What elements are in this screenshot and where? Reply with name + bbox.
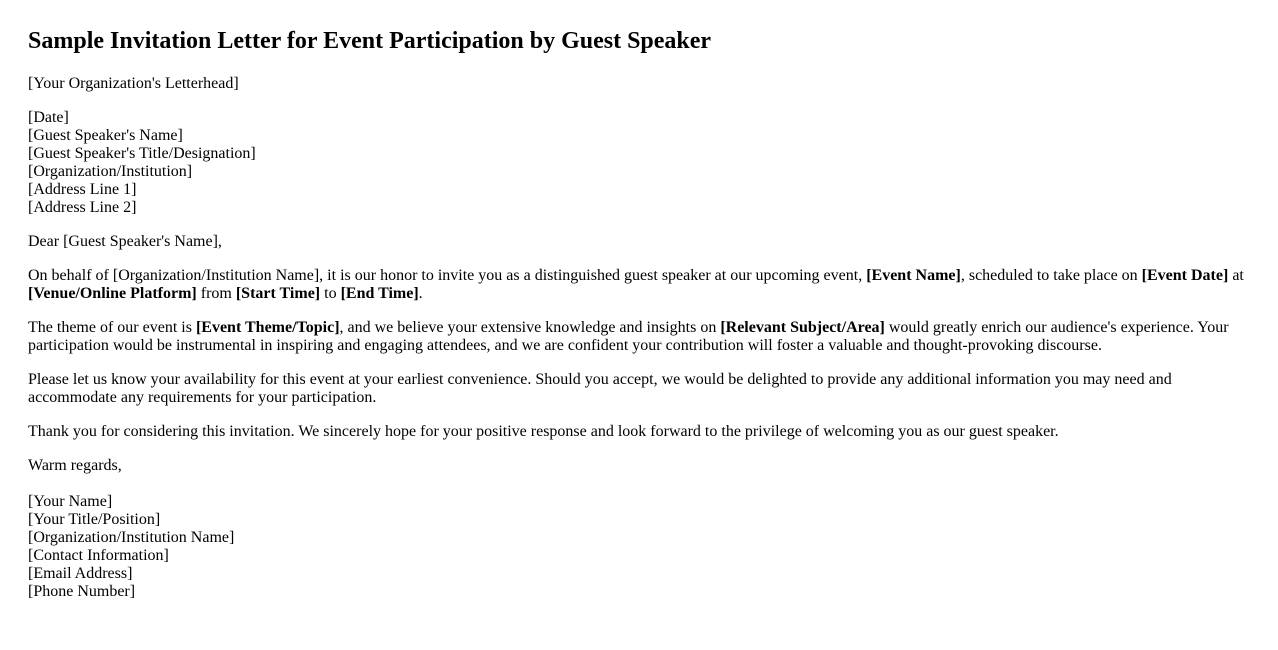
event-date-placeholder: [Event Date] [1141, 267, 1229, 284]
venue-placeholder: [Venue/Online Platform] [28, 285, 197, 302]
signature-contact: [Contact Information] [28, 547, 169, 564]
end-time-placeholder: [End Time] [340, 285, 419, 302]
paragraph-thanks: Thank you for considering this invitation. We sincerely hope for your positive response and look forward to the privilege of welcoming you as our guest speaker. [28, 423, 1059, 440]
signature-name: [Your Name] [28, 493, 113, 510]
page-title: Sample Invitation Letter for Event Participation by Guest Speaker [28, 28, 712, 54]
start-time-placeholder: [Start Time] [235, 285, 321, 302]
closing: Warm regards, [28, 457, 122, 474]
event-name-placeholder: [Event Name] [866, 267, 961, 284]
recipient-name: [Guest Speaker's Name] [28, 127, 183, 144]
signature-block [28, 493, 1250, 601]
paragraph-text: from [196, 285, 236, 302]
paragraph-text: The theme of our event is [28, 319, 196, 336]
paragraph-text: to [320, 285, 341, 302]
paragraph-text: , scheduled to take place on [960, 267, 1142, 284]
paragraph-text: at [1228, 267, 1244, 284]
signature-organization: [Organization/Institution Name] [28, 529, 235, 546]
event-theme-placeholder: [Event Theme/Topic] [195, 319, 340, 336]
subject-area-placeholder: [Relevant Subject/Area] [720, 319, 885, 336]
letterhead: [Your Organization's Letterhead] [28, 75, 239, 92]
signature-phone: [Phone Number] [28, 583, 136, 600]
paragraph-availability: Please let us know your availability for this event at your earliest convenience. Should you accept, we would be delighted to provide any additional information you may need and accommodate any requirements for your participation. [28, 371, 1172, 406]
paragraph-theme [28, 319, 1250, 355]
paragraph-text: , and we believe your extensive knowledge and insights on [339, 319, 721, 336]
recipient-organization: [Organization/Institution] [28, 163, 193, 180]
signature-title: [Your Title/Position] [28, 511, 161, 528]
letter-date: [Date] [28, 109, 69, 126]
paragraph-text: would greatly enrich our audience's experience. Your participation would be instrumental in inspiring and engaging attendees, and we are confident your contribution will foster a valuable and thought-provoking discourse. [28, 319, 1229, 354]
paragraph-text: . [418, 285, 423, 302]
salutation: Dear [Guest Speaker's Name], [28, 233, 222, 250]
recipient-block [28, 109, 1250, 217]
recipient-address-line-1: [Address Line 1] [28, 181, 137, 198]
signature-email: [Email Address] [28, 565, 133, 582]
recipient-title: [Guest Speaker's Title/Designation] [28, 145, 256, 162]
paragraph-text: On behalf of [Organization/Institution Name], it is our honor to invite you as a distinguished guest speaker at our upcoming event, [28, 267, 867, 284]
recipient-address-line-2: [Address Line 2] [28, 199, 137, 216]
paragraph-invitation [28, 267, 1250, 303]
